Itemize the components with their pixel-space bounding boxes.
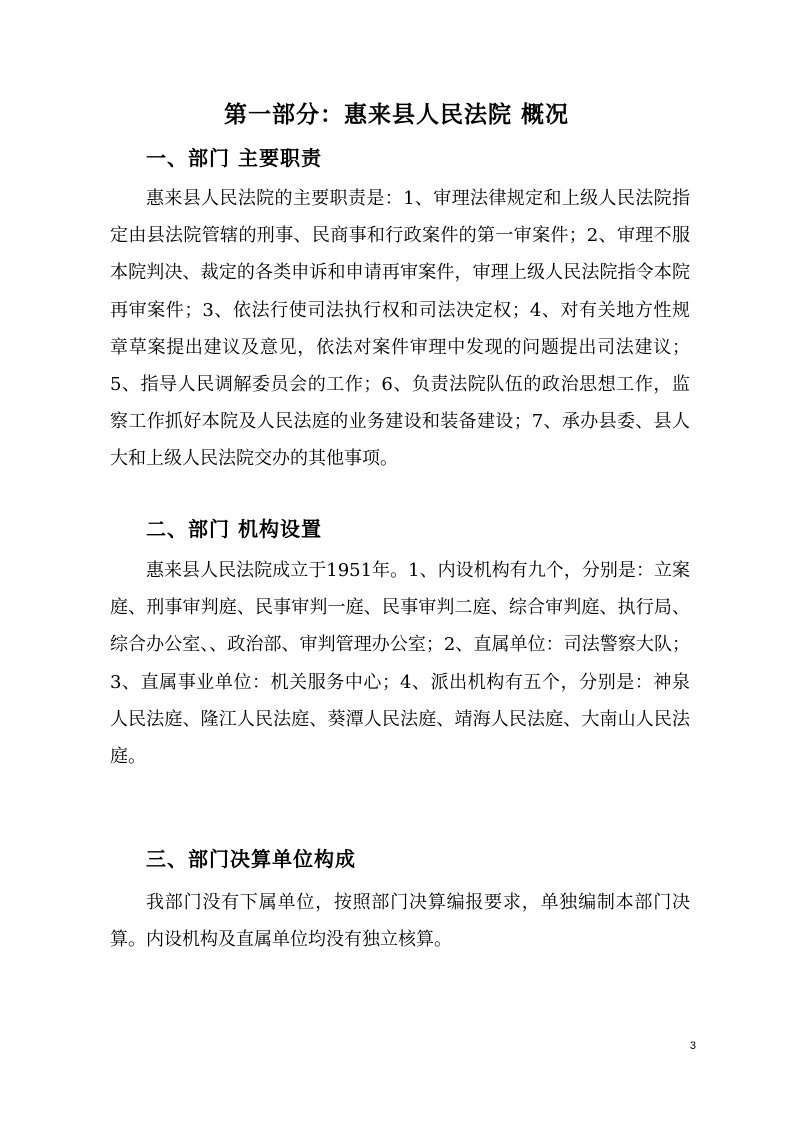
section-heading-structure: 二、部门 机构设置 bbox=[146, 517, 322, 541]
section-heading-duties: 一、部门 主要职责 bbox=[146, 146, 322, 170]
section-body-duties: 惠来县人民法院的主要职责是：1、审理法律规定和上级人民法院指定由县法院管辖的刑事、民商事和行政案件的第一审案件；2、审理不服本院判决、裁定的各类申诉和申请再审案件，审理上级人民法院指令本院再审案件；3、依法行使司法执行权和司法决定权；4、对有关地方性规章草案提出建议及意见，依法对案件审理中发现的问题提出司法建议；5、指导人民调解委员会的工作；6、负责法院队伍的政治思想工作，监察工作抓好本院及人民法庭的业务建设和装备建设；7、承办县委、县人大和上级人民法院交办的其他事项。 bbox=[110, 188, 690, 470]
section-heading-units: 三、部门决算单位构成 bbox=[146, 847, 356, 871]
page-title: 第一部分：惠来县人民法院 概况 bbox=[223, 102, 569, 128]
section-body-units: 我部门没有下属单位，按照部门决算编报要求，单独编制本部门决算。内设机构及直属单位均没有独立核算。 bbox=[110, 892, 690, 951]
page-number: 3 bbox=[689, 1040, 696, 1052]
section-body-structure: 惠来县人民法院成立于1951年。1、内设机构有九个，分别是：立案庭、刑事审判庭、民事审判一庭、民事审判二庭、综合审判庭、执行局、综合办公室、、政治部、审判管理办公室；2、直属单位：司法警察大队；3、直属事业单位：机关服务中心；4、派出机构有五个，分别是：神泉人民法庭、隆江人民法庭、葵潭人民法庭、靖海人民法庭、大南山人民法庭。 bbox=[110, 560, 690, 768]
